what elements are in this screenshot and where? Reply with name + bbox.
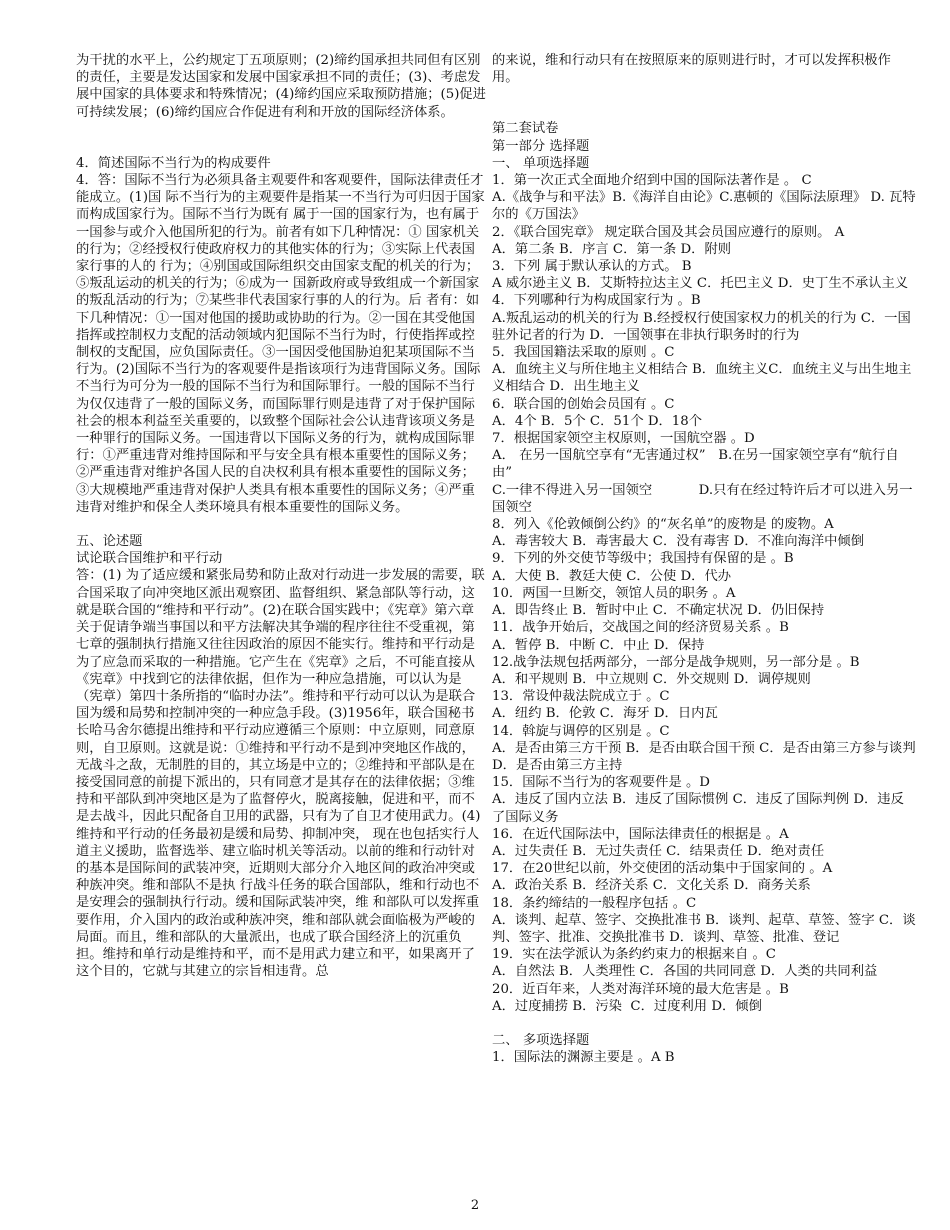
question-line: 11．战争开始后，交战国之间的经济贸易关系 。B bbox=[492, 620, 789, 636]
single-choice-title: 一、 单项选择题 bbox=[492, 155, 590, 171]
spacer bbox=[76, 516, 486, 533]
question-line: A．违反了国内立法 B．违反了国际惯例 C．违反了国际判例 D．违反了国际义务 bbox=[492, 792, 904, 825]
essay-answer: 答：(1) 为了适应缓和紧张局势和防止敌对行动进一步发展的需要，联合国采取了向冲突地区派出观察团、监督组织、紧急部队等行动，这就是联合国的“维持和平行动”。(2)在联合国实践中；《宪章》第六章关于促请争端当事国以和平方法解决其争端的程序往往不受重视，第七章的强制执行措施又往往因政治的原因不能实行。维持和平行动是为了应急而采取的一种措施。它产生在《宪章》之后，不可能直接从《宪章》中找到它的法律依据，但作为一种应急措施，可以认为是（宪章）第四十条所指的“临时办法”。维持和平行动可以认为是联合国为缓和局势和控制冲突的一种应急手段。(3)1956年，联合国秘书长哈马舍尔德提出维持和平行动应遵循三个原则：中立原则，同意原则，自卫原则。这就是说：①维持和平行动不是到冲突地区作战的，无战斗之敌，无制胜的目的，其立场是中立的；②维持和平部队是在接受国同意的前提下派出的，只有同意才是其存在的法律依据；③维持和平部队到冲突地区是为了监督停火，脱离接触，促进和平，而不是去战斗，因此只配备自卫用的武器，只有为了自卫才使用武力。(4)维持和平行动的任务最初是缓和局势、抑制冲突， 现在也包括实行人道主义援助，监督选举、建立临时机关等活动。以前的维和行动针对的基本是国际间的武装冲突，近期则大部分介入地区间的政治冲突或种族冲突。维和部队不是执 行战斗任务的联合国部队，维和行动也不是安理会的强制执行行动。缓和国际武装冲突，维 和部队可以发挥重要作用，介入国内的政治或种族冲突，维和部队就会面临极为严峻的局面。而且，维和部队的大量派出，也成了联合国经济上的沉重负担。维持和单行动是维持和平，而不是用武力建立和平，如果离开了这个目的，它就与其建立的宗旨相违背。总 bbox=[76, 568, 485, 980]
question-line: A． 在另一国航空享有“无害通过权” B.在另一国家领空享有“航行自由” bbox=[492, 448, 899, 481]
question-line: A 威尔逊主义 B．艾斯特拉达主义 C．托巴主义 D．史丁生不承认主义 bbox=[492, 276, 909, 292]
question-line: 16．在近代国际法中，国际法律责任的根据是 。A bbox=[492, 826, 789, 842]
question-line: A．大使 B．教廷大使 C．公使 D．代办 bbox=[492, 568, 732, 584]
question-line: A.叛乱运动的机关的行为 B.经授权行使国家权力的机关的行为 C．一国驻外记者的行为 D．一国领事在非执行职务时的行为 bbox=[492, 310, 911, 343]
part-1-title: 第一部分 选择题 bbox=[492, 138, 590, 154]
page-number: 2 bbox=[470, 1198, 480, 1213]
question-line: 6．联合国的创始会员国有 。C bbox=[492, 396, 675, 412]
question-line: A．纽约 B．伦敦 C．海牙 D．日内瓦 bbox=[492, 706, 718, 722]
question-line: 2．《联合国宪章》 规定联合国及其会员国应遵行的原则。 A bbox=[492, 224, 845, 240]
question-line: 5．我国国籍法采取的原则 。C bbox=[492, 345, 675, 361]
spacer bbox=[492, 86, 916, 103]
question-line: 14．斡旋与调停的区别是 。C bbox=[492, 723, 670, 739]
question-line: 1．第一次正式全面地介绍到中国的国际法著作是 。 C bbox=[492, 173, 812, 189]
question-line: 7．根据国家领空主权原则，一国航空器 。D bbox=[492, 431, 755, 447]
question-4-title: 4．简述国际不当行为的构成要件 bbox=[76, 155, 271, 171]
spacer bbox=[492, 103, 916, 120]
question-line: A．4个 B．5个 C．51个 D．18个 bbox=[492, 413, 703, 429]
question-line: 19．实在法学派认为条约约束力的根据来自 。C bbox=[492, 947, 776, 963]
multi-choice-question-1: 1．国际法的渊源主要是 。A B bbox=[492, 1050, 675, 1066]
question-line: A．毒害较大 B．毒害最大 C．没有毒害 D．不准向海洋中倾倒 bbox=[492, 534, 865, 550]
question-line: 10．两国一旦断交，领馆人员的职务 。A bbox=[492, 585, 736, 601]
question-line: A．自然法 B．人类理性 C．各国的共同同意 D．人类的共同利益 bbox=[492, 964, 878, 980]
question-line: A．政治关系 B．经济关系 C．文化关系 D．商务关系 bbox=[492, 878, 811, 894]
question-line: A．谈判、起草、签字、交换批准书 B．谈判、起草、草签、签字 C．谈判、签字、批准、交换批准书 D．谈判、草签、批准、登记 bbox=[492, 912, 916, 945]
question-line: 9．下列的外交使节等级中；我国持有保留的是 。B bbox=[492, 551, 794, 567]
question-line: 4．下列哪种行为构成国家行为 。B bbox=[492, 293, 701, 309]
question-line: 8．列入《伦敦倾倒公约》的“灰名单”的废物是 的废物。A bbox=[492, 517, 834, 533]
question-line: 13．常设仲裁法院成立于 。C bbox=[492, 689, 670, 705]
question-line: A．暂停 B．中断 C．中止 D．保持 bbox=[492, 637, 705, 653]
right-continuation-paragraph: 的来说，维和行动只有在按照原来的原则进行时，才可以发挥积极作用。 bbox=[492, 53, 891, 86]
left-continuation-paragraph: 为干扰的水平上，公约规定丁五项原则；(2)缔约国承担共同但有区别的责任，主要是发达国家和发展中国家承担不同的责任；(3)、考虑发展中国家的具体要求和特殊情况；(4)缔约国应采取预防措施；(5)促进可持续发展；(6)缔约国应合作促进有利和开放的国际经济体系。 bbox=[76, 53, 486, 120]
question-line: A．过失责任 B．无过失责任 C．结果责任 D．绝对责任 bbox=[492, 843, 825, 859]
question-line: 15．国际不当行为的客观要件是 。D bbox=[492, 775, 710, 791]
spacer bbox=[76, 138, 486, 155]
spacer bbox=[492, 1015, 916, 1032]
question-line: A．血统主义与所住地主义相结合 B．血统主义C．血统主义与出生地主义相结合 D．出生地主义 bbox=[492, 362, 912, 395]
essay-title: 试论联合国维护和平行动 bbox=[76, 551, 223, 567]
question-line: C.一律不得进入另一国领空 D.只有在经过特许后才可以进入另一国领空 bbox=[492, 482, 913, 515]
question-line: A．过度捕捞 B．污染 C．过度利用 D．倾倒 bbox=[492, 998, 762, 1014]
question-line: 12.战争法规包括两部分，一部分是战争规则，另一部分是 。B bbox=[492, 654, 860, 670]
question-list bbox=[492, 172, 920, 1015]
question-line: 20．近百年来，人类对海洋环境的最大危害是 。B bbox=[492, 981, 789, 997]
left-column bbox=[76, 52, 486, 980]
question-line: 3．下列 属于默认承认的方式。 B bbox=[492, 259, 692, 275]
question-line: A.《战争与和平法》B.《海洋自由论》C.惠顿的《国际法原理》 D. 瓦特尔的《万国法》 bbox=[492, 190, 916, 223]
question-line: A．是否由第三方干预 B．是否由联合国干预 C．是否由第三方参与谈判 D．是否由第三方主持 bbox=[492, 740, 920, 773]
section-5-title: 五、论述题 bbox=[76, 534, 143, 550]
multi-choice-title: 二、 多项选择题 bbox=[492, 1032, 590, 1048]
spacer bbox=[76, 121, 486, 138]
right-column bbox=[492, 52, 920, 1066]
question-line: 18．条约缔结的一般程序包括 。C bbox=[492, 895, 697, 911]
question-line: A．和平规则 B．中立规则 C．外交规则 D．调停规则 bbox=[492, 671, 811, 687]
question-4-answer: 4．答：国际不当行为必须具备主观要件和客观要件，国际法律责任才能成立。(1)国 际不当行为的主观要件是指某一不当行为可归因于国家而构成国家行为。国际不当行为既有 属于一国的国家行为，也有属于一国参与或介入他国所犯的行为。前者有如下几种情况：① 国家机关的行为；②经授权行使政府权力的其他实体的行为；③实际上代表国家行事的人的 行为；④别国或国际组织交由国家支配的机关的行为；⑤叛乱运动的机关的行为；⑥成为一 国新政府或导致组成一个新国家的叛乱活动的行为；⑦某些非代表国家行事的人的行为。后 者有：如下几种情况：①一国对他国的援助或协助的行为。②一国在其受他国指挥或控制权力支配的活动领域内犯国际不当行为时，行使指挥或控制权的支配国，应负国际责任。③一国因受他国胁迫犯某项国际不当行为。(2)国际不当行为的客观要件是指该项行为违背国际义务。国际不当行为可分为一般的国际不当行为和国际罪行。一般的国际不当行为仅仅违背了一般的国际义务，而国际罪行则是违背了对于保护国际社会的根本利益至关重要的，以致整个国际社会公认违背该项义务是一种罪行的国际义务。一国违背以下国际义务的行为，就构成国际罪行：①严重违背对维持国际和平与安全具有根本重要性的国际义务；②严重违背对维护各国人民的自决权利具有根本重要性的国际义务；③大规模地严重违背对保护人类具有根本重要性的国际义务；④严重违背对维护和保全人类环境具有根本重要性的国际义务。 bbox=[76, 173, 485, 515]
question-line: 17．在20世纪以前，外交使团的活动集中于国家间的 。A bbox=[492, 861, 833, 877]
question-line: A．第二条 B．序言 C．第一条 D．附则 bbox=[492, 241, 732, 257]
question-line: A．即告终止 B．暂时中止 C．不确定状况 D．仍旧保持 bbox=[492, 603, 825, 619]
exam-title: 第二套试卷 bbox=[492, 121, 559, 137]
